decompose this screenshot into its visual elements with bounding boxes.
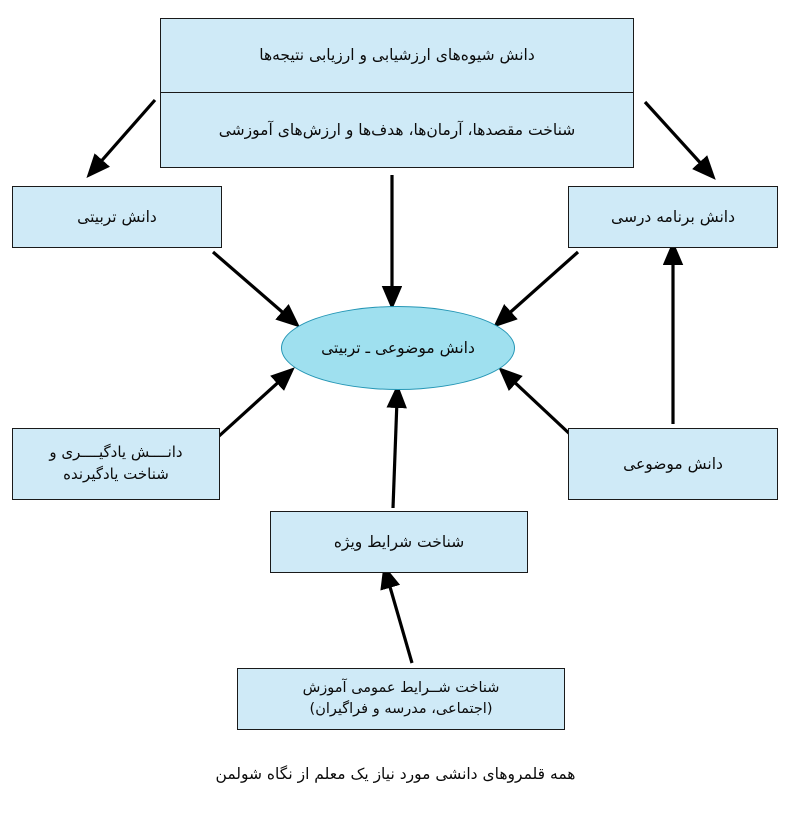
arrow-barname-to-center (505, 252, 578, 317)
node-top-box (160, 18, 634, 168)
arrow-topbox-to-barname (645, 102, 705, 168)
node-learner-knowledge (12, 428, 220, 500)
learner-knowledge-line-2: شناخت یادگیرنده (63, 465, 169, 483)
arrow-tarbiati-to-center (213, 252, 288, 317)
general-context-line-1: شناخت شــرایط عمومی آموزش (302, 679, 500, 696)
node-content-knowledge: دانش موضوعی (568, 428, 778, 500)
arrow-yadgiri-to-center (218, 378, 283, 437)
node-specific-context: شناخت شرایط ویژه (270, 511, 528, 573)
arrow-sharayet-to-center (393, 400, 397, 508)
diagram-caption: همه قلمروهای دانشی مورد نیاز یک معلم از نگاه شولمن (215, 765, 576, 783)
node-pedagogical-content-knowledge: دانش موضوعی ـ تربیتی (281, 306, 515, 390)
arrow-topbox-to-tarbiati (97, 100, 155, 166)
learner-knowledge-line-1: دانــــش یادگیــــری و (49, 443, 183, 462)
top-box-row-goals: شناخت مقصدها، آرمان‌ها، هدف‌ها و ارزش‌های آموزشی (218, 120, 576, 139)
arrow-omumi-to-sharayet (388, 580, 412, 663)
node-curriculum-knowledge: دانش برنامه درسی (568, 186, 778, 248)
top-box-row-assessment: دانش شیوه‌های ارزشیابی و ارزیابی نتیجه‌ها (161, 19, 633, 93)
general-context-line-2: (اجتماعی، مدرسه و فراگیران) (309, 701, 493, 717)
node-pedagogical-knowledge: دانش تربیتی (12, 186, 222, 248)
node-general-context (237, 668, 565, 730)
arrow-mozoui-to-center (510, 378, 573, 437)
